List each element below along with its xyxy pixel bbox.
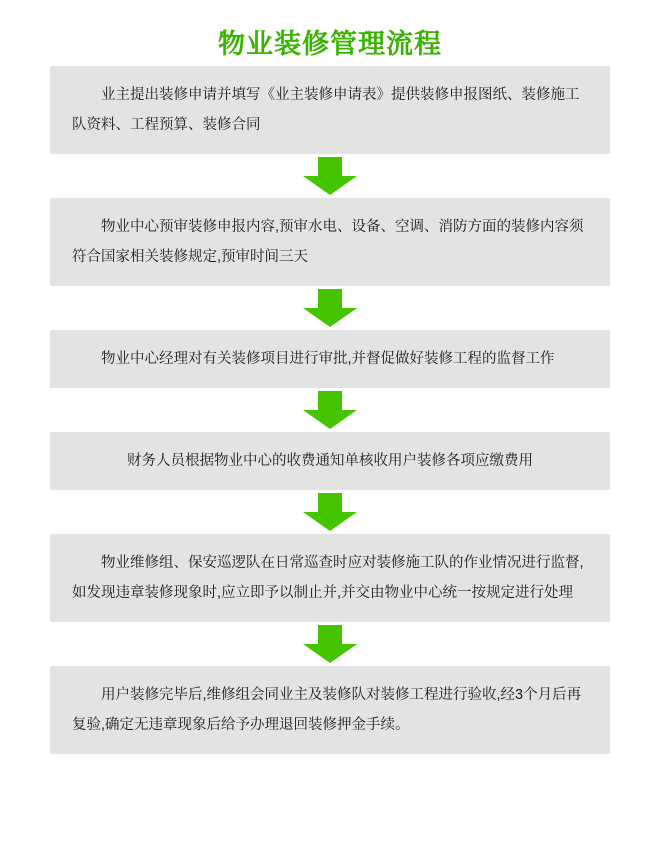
arrow-shaft	[318, 493, 342, 513]
arrow-head	[303, 512, 357, 531]
flow-step-4: 财务人员根据物业中心的收费通知单核收用户装修各项应缴费用	[50, 432, 610, 490]
down-arrow-icon	[303, 625, 357, 663]
arrow-head	[303, 176, 357, 195]
flow-arrow-1	[303, 154, 357, 198]
flow-step-1: 业主提出装修申请并填写《业主装修申请表》提供装修申报图纸、装修施工队资料、工程预算、装修合同	[50, 66, 610, 154]
down-arrow-icon	[303, 493, 357, 531]
flow-container	[50, 66, 610, 754]
flow-step-2: 物业中心预审装修申报内容,预审水电、设备、空调、消防方面的装修内容须符合国家相关装修规定,预审时间三天	[50, 198, 610, 286]
flow-arrow-2	[303, 286, 357, 330]
arrow-shaft	[318, 625, 342, 645]
arrow-shaft	[318, 157, 342, 177]
arrow-head	[303, 410, 357, 429]
arrow-shaft	[318, 289, 342, 309]
page-title: 物业装修管理流程	[218, 29, 442, 59]
down-arrow-icon	[303, 157, 357, 195]
down-arrow-icon	[303, 289, 357, 327]
flow-arrow-4	[303, 490, 357, 534]
flow-arrow-5	[303, 622, 357, 666]
flow-step-5: 物业维修组、保安巡逻队在日常巡查时应对装修施工队的作业情况进行监督,如发现违章装修现象时,应立即予以制止并,并交由物业中心统一按规定进行处理	[50, 534, 610, 622]
flow-arrow-3	[303, 388, 357, 432]
arrow-shaft	[318, 391, 342, 411]
arrow-head	[303, 308, 357, 327]
arrow-head	[303, 644, 357, 663]
flow-step-3: 物业中心经理对有关装修项目进行审批,并督促做好装修工程的监督工作	[50, 330, 610, 388]
down-arrow-icon	[303, 391, 357, 429]
flow-step-6: 用户装修完毕后,维修组会同业主及装修队对装修工程进行验收,经3个月后再复验,确定无违章现象后给予办理退回装修押金手续。	[50, 666, 610, 754]
